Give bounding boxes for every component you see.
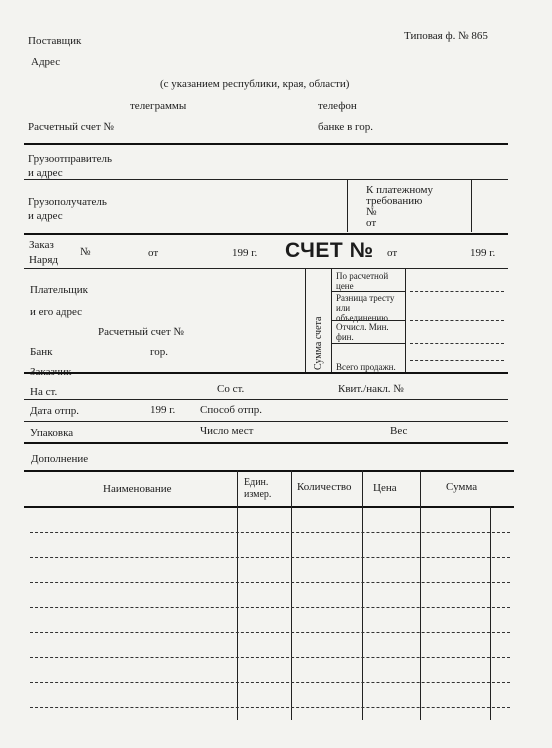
divider [347,180,348,232]
packing-label: Упаковка [30,427,74,439]
table-row-line [30,557,510,558]
col-header-price: Цена [373,482,397,494]
divider [331,291,405,292]
consignee-label: Грузополучатель и адрес [28,196,107,222]
invoice-year-label: 199 г. [470,247,496,259]
sum-by-price-label: По расчетной цене [336,271,389,291]
from-station-label: Со ст. [217,383,245,395]
table-row-line [30,682,510,683]
address-label: Адрес [31,56,61,68]
sum-deduct-label: Отчисл. Мин. фин. [336,322,389,342]
customer-label: Заказчик [30,366,72,378]
table-header-border [24,506,514,508]
table-row-line [30,632,510,633]
bank-city-label: банке в гор. [318,121,373,133]
divider [24,372,508,374]
shipper-label: Грузоотправитель и адрес [28,153,113,179]
payer-address-label: и его адрес [30,306,83,318]
divider [331,320,405,321]
table-col-divider [490,506,491,720]
region-note: (с указанием республики, края, области) [160,78,350,90]
sum-line [410,291,504,292]
to-station-label: На ст. [30,386,58,398]
divider [405,269,406,372]
naryad-label: Наряд [29,254,58,266]
account-label: Расчетный счет № [28,121,114,133]
payer-account-label: Расчетный счет № [98,326,184,338]
col-header-name: Наименование [103,483,172,495]
order-year-label: 199 г. [232,247,258,259]
invoice-date-label: от [387,247,398,259]
sum-total-label: Всего продажн. [336,362,396,372]
form-number: Типовая ф. № 865 [404,30,488,42]
sum-line [410,343,504,344]
divider [331,343,405,344]
table-row-line [30,707,510,708]
divider [24,143,508,145]
divider [471,180,472,232]
col-header-qty: Количество [297,481,352,493]
ship-date-label: Дата отпр. [30,405,79,417]
invoice-title: СЧЕТ № [285,239,374,262]
zakaz-label: Заказ [29,239,54,251]
table-row-line [30,607,510,608]
ship-year-label: 199 г. [150,404,176,416]
divider [305,269,306,372]
sum-diff-label: Разница тресту или объединению [336,293,395,323]
ship-method-label: Способ отпр. [200,404,263,416]
col-header-sum: Сумма [446,481,478,493]
table-row-line [30,582,510,583]
divider [24,421,508,422]
sum-line [410,360,504,361]
city-label: гор. [150,346,168,358]
telegrams-label: телеграммы [130,100,187,112]
places-label: Число мест [200,425,254,437]
payment-request-label: К платежному требованию № от [366,184,433,229]
bank-label: Банк [30,346,53,358]
phone-label: телефон [318,100,357,112]
payer-label: Плательщик [30,284,88,296]
table-top-border [24,470,514,472]
table-row-line [30,532,510,533]
divider [24,442,508,444]
col-header-unit: Един. измер. [244,477,272,500]
order-date-label: от [148,247,159,259]
order-number-label: № [80,246,91,258]
addition-label: Дополнение [31,453,89,465]
supplier-label: Поставщик [28,35,82,47]
table-row-line [30,657,510,658]
divider [24,399,508,400]
receipt-label: Квит./накл. № [338,383,404,395]
divider [24,268,508,269]
divider [24,233,508,235]
divider [24,179,508,180]
sum-vertical-label: Сумма счета [313,316,324,370]
weight-label: Вес [390,425,408,437]
sum-line [410,320,504,321]
